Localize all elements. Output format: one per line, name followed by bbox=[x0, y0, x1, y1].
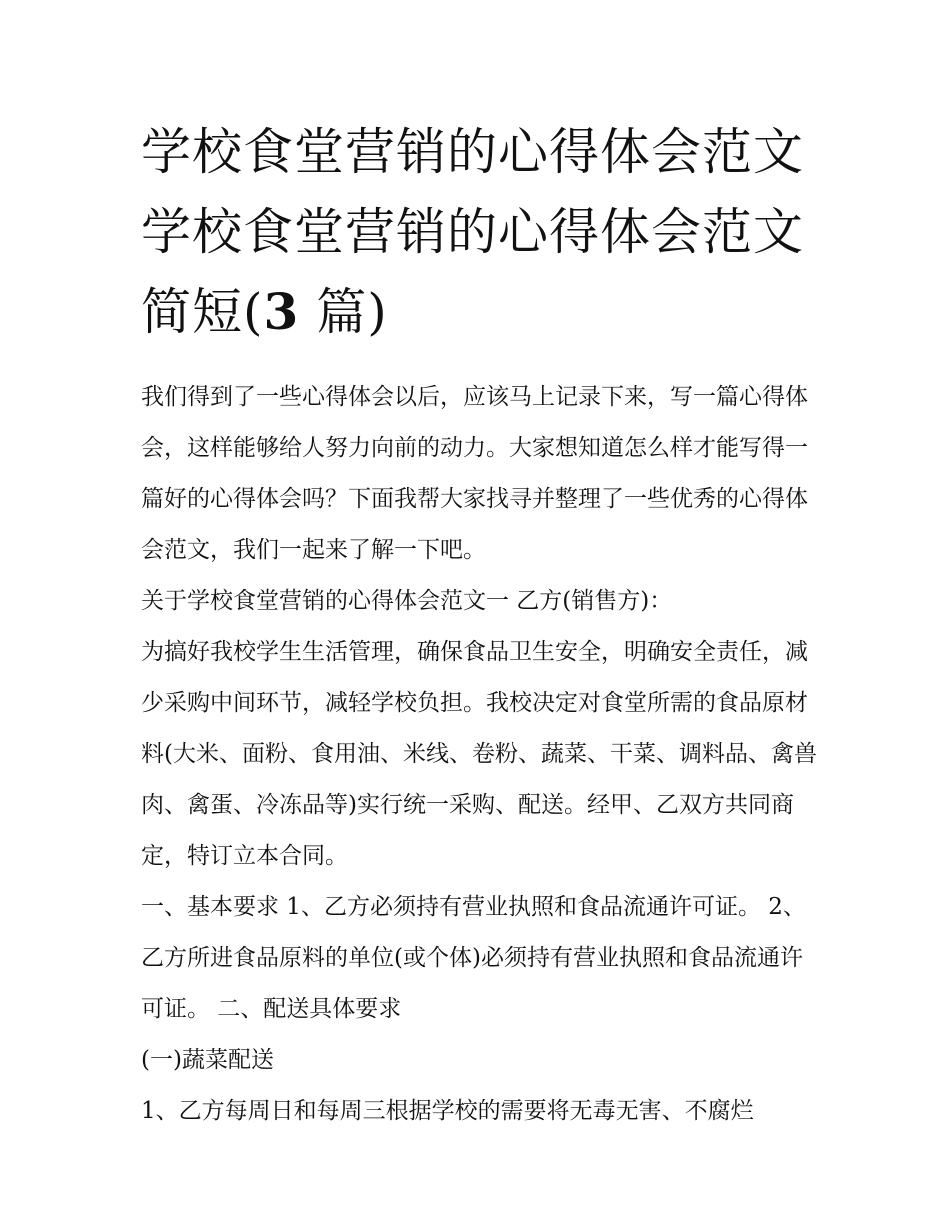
document-title bbox=[141, 112, 821, 352]
title-line-3-suffix: 篇) bbox=[299, 283, 388, 341]
title-line-3 bbox=[141, 272, 821, 352]
document-page bbox=[141, 112, 821, 1137]
title-line-2: 学校食堂营销的心得体会范文 bbox=[141, 203, 804, 261]
paragraph-vegetable-item-1: 1、乙方每周日和每周三根据学校的需要将无毒无害、不腐烂 bbox=[141, 1098, 754, 1124]
paragraph-basic-requirements: 一、基本要求 1、乙方必须持有营业执照和食品流通许可证。 2、乙方所进食品原料的单位(或个体)必须持有营业执照和食品流通许可证。 二、配送具体要求 bbox=[141, 894, 806, 1022]
paragraph-purpose: 为搞好我校学生生活管理，确保食品卫生安全，明确安全责任，减少采购中间环节，减轻学校负担。我校决定对食堂所需的食品原材料(大米、面粉、食用油、米线、卷粉、蔬菜、干菜、调料品、禽兽肉、禽蛋、冷冻品等)实行统一采购、配送。经甲、乙双方共同商定，特订立本合同。 bbox=[141, 639, 817, 869]
title-line-1: 学校食堂营销的心得体会范文 bbox=[141, 123, 804, 181]
paragraph-section-heading: 关于学校食堂营销的心得体会范文一 乙方(销售方)： bbox=[141, 588, 673, 614]
paragraph-vegetable-heading: (一)蔬菜配送 bbox=[141, 1047, 274, 1073]
title-line-3-prefix: 简短( bbox=[141, 283, 264, 341]
document-body bbox=[141, 372, 821, 1137]
paragraph-intro: 我们得到了一些心得体会以后，应该马上记录下来，写一篇心得体会，这样能够给人努力向前的动力。大家想知道怎么样才能写得一篇好的心得体会吗？下面我帮大家找寻并整理了一些优秀的心得体会范文，我们一起来了解一下吧。 bbox=[141, 384, 808, 563]
title-article-count: 3 bbox=[263, 282, 300, 341]
